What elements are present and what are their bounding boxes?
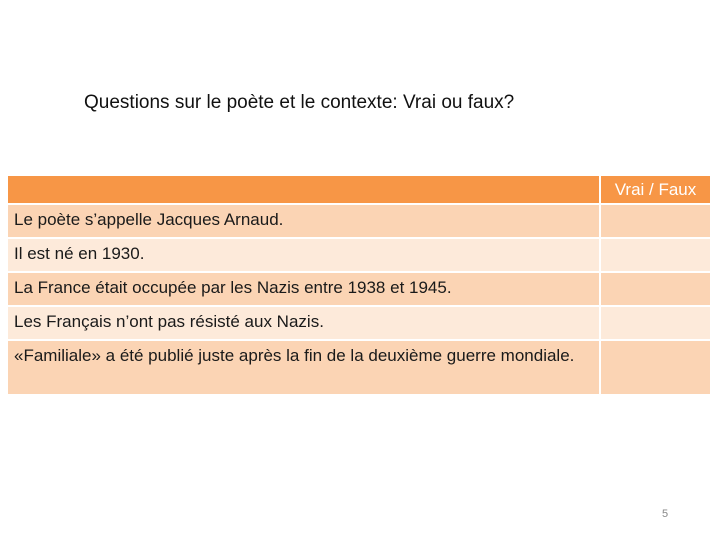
answer-cell[interactable] xyxy=(600,204,711,238)
question-cell: Il est né en 1930. xyxy=(7,238,600,272)
question-cell: Le poète s’appelle Jacques Arnaud. xyxy=(7,204,600,238)
question-cell: Les Français n’ont pas résisté aux Nazis. xyxy=(7,306,600,340)
table-row xyxy=(7,306,711,340)
answer-cell[interactable] xyxy=(600,272,711,306)
table-row xyxy=(7,238,711,272)
answer-cell[interactable] xyxy=(600,238,711,272)
table-header-row xyxy=(7,175,711,204)
table-row xyxy=(7,340,711,395)
vrai-faux-column-header: Vrai / Faux xyxy=(600,175,711,204)
answer-cell[interactable] xyxy=(600,306,711,340)
table-row xyxy=(7,204,711,238)
question-cell: La France était occupée par les Nazis entre 1938 et 1945. xyxy=(7,272,600,306)
page-number: 5 xyxy=(662,508,669,520)
true-false-table xyxy=(6,174,712,396)
slide-title: Questions sur le poète et le contexte: Vrai ou faux? xyxy=(84,92,515,113)
question-column-header xyxy=(7,175,600,204)
table-row xyxy=(7,272,711,306)
question-cell: «Familiale» a été publié juste après la fin de la deuxième guerre mondiale. xyxy=(7,340,600,395)
answer-cell[interactable] xyxy=(600,340,711,395)
